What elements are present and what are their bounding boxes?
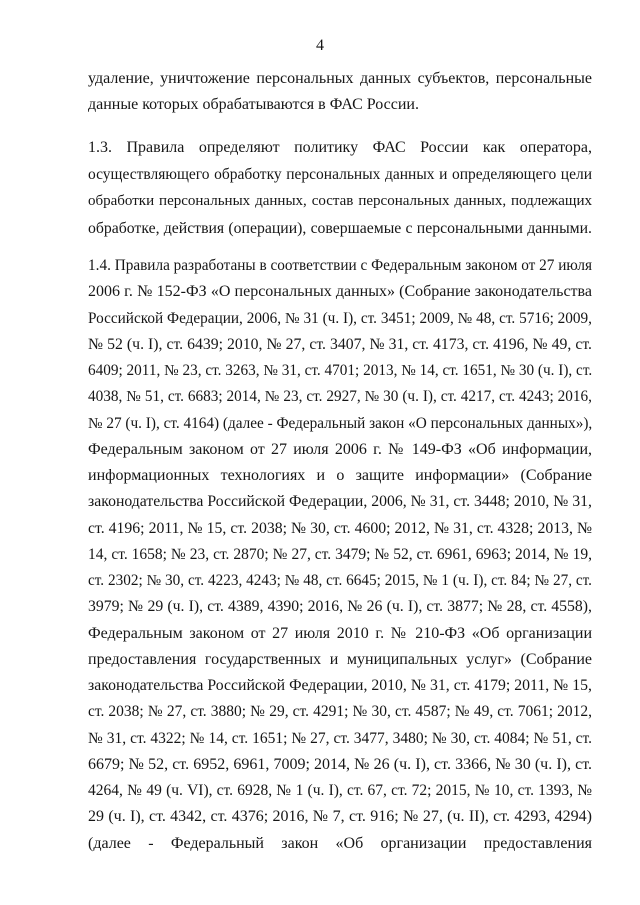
paragraph-continuation — [88, 66, 592, 118]
text-line: 29 (ч. I), ст. 4342, ст. 4376; 2016, № 7, ст. 916; № 27, (ч. II), ст. 4293, 4294) — [88, 808, 592, 826]
text-line: ст. 4196; 2011, № 15, ст. 2038; № 30, ст. 4600; 2012, № 31, ст. 4328; 2013, № — [88, 519, 592, 537]
paragraph-1-4 — [88, 253, 592, 857]
paragraph-1-3 — [88, 134, 592, 242]
text-line: ст. 2038; № 27, ст. 3880; № 29, ст. 4291; № 30, ст. 4587; № 49, ст. 7061; 2012, — [88, 703, 592, 721]
text-line: 3979; № 29 (ч. I), ст. 4389, 4390; 2016, № 26 (ч. I), ст. 3877; № 28, ст. 4558), — [88, 598, 592, 616]
text-line: законодательства Российской Федерации, 2010, № 31, ст. 4179; 2011, № 15, — [88, 677, 592, 694]
text-line: предоставления государственных и муниципальных услуг» (Собрание — [88, 650, 592, 668]
text-line: Федеральным законом от 27 июля 2006 г. № 149-ФЗ «Об информации, — [88, 440, 592, 458]
text-line: 4264, № 49 (ч. VI), ст. 6928, № 1 (ч. I), ст. 67, ст. 72; 2015, № 10, ст. 1393, № — [88, 782, 592, 799]
text-line: 4038, № 51, ст. 6683; 2014, № 23, ст. 2927, № 30 (ч. I), ст. 4217, ст. 4243; 2016, — [88, 388, 592, 406]
text-line: осуществляющего обработку персональных данных и определяющего цели — [88, 166, 592, 183]
text-line: 6409; 2011, № 23, ст. 3263, № 31, ст. 4701; 2013, № 14, ст. 1651, № 30 (ч. I), ст. — [88, 362, 592, 379]
text-line: 1.4. Правила разработаны в соответствии с Федеральным законом от 27 июля — [88, 257, 592, 274]
text-line: № 52 (ч. I), ст. 6439; 2010, № 27, ст. 3407, № 31, ст. 4173, ст. 4196, № 49, ст. — [88, 335, 592, 353]
text-line: Федеральным законом от 27 июля 2010 г. № 210-ФЗ «Об организации — [88, 624, 592, 642]
text-line: обработке, действия (операции), совершаемые с персональными данными. — [88, 220, 592, 237]
text-line: данные которых обрабатываются в ФАС России. — [88, 96, 419, 113]
text-line: удаление, уничтожение персональных данных субъектов, персональные — [88, 70, 592, 87]
text-line: обработки персональных данных, состав персональных данных, подлежащих — [88, 193, 592, 209]
text-line: 6679; № 52, ст. 6952, 6961, 7009; 2014, № 26 (ч. I), ст. 3366, № 30 (ч. I), ст. — [88, 755, 592, 773]
text-line: № 27 (ч. I), ст. 4164) (далее - Федеральный закон «О персональных данных»), — [88, 414, 592, 432]
text-line: № 31, ст. 4322; № 14, ст. 1651; № 27, ст. 3477, 3480; № 30, ст. 4084; № 51, ст. — [88, 729, 592, 747]
page-number: 4 — [316, 37, 324, 54]
text-line: Российской Федерации, 2006, № 31 (ч. I), ст. 3451; 2009, № 48, ст. 5716; 2009, — [88, 309, 592, 327]
text-line: (далее - Федеральный закон «Об организации предоставления — [88, 834, 592, 852]
text-line: законодательства Российской Федерации, 2006, № 31, ст. 3448; 2010, № 31, — [88, 493, 592, 511]
text-line: ст. 2302; № 30, ст. 4223, 4243; № 48, ст. 6645; 2015, № 1 (ч. I), ст. 84; № 27, ст. — [88, 572, 592, 589]
text-line: 1.3. Правила определяют политику ФАС России как оператора, — [88, 139, 592, 156]
text-line: 2006 г. № 152-ФЗ «О персональных данных» (Собрание законодательства — [88, 283, 592, 301]
text-line: информационных технологиях и о защите информации» (Собрание — [88, 467, 592, 484]
text-line: 14, ст. 1658; № 23, ст. 2870; № 27, ст. 3479; № 52, ст. 6961, 6963; 2014, № 19, — [88, 545, 592, 563]
